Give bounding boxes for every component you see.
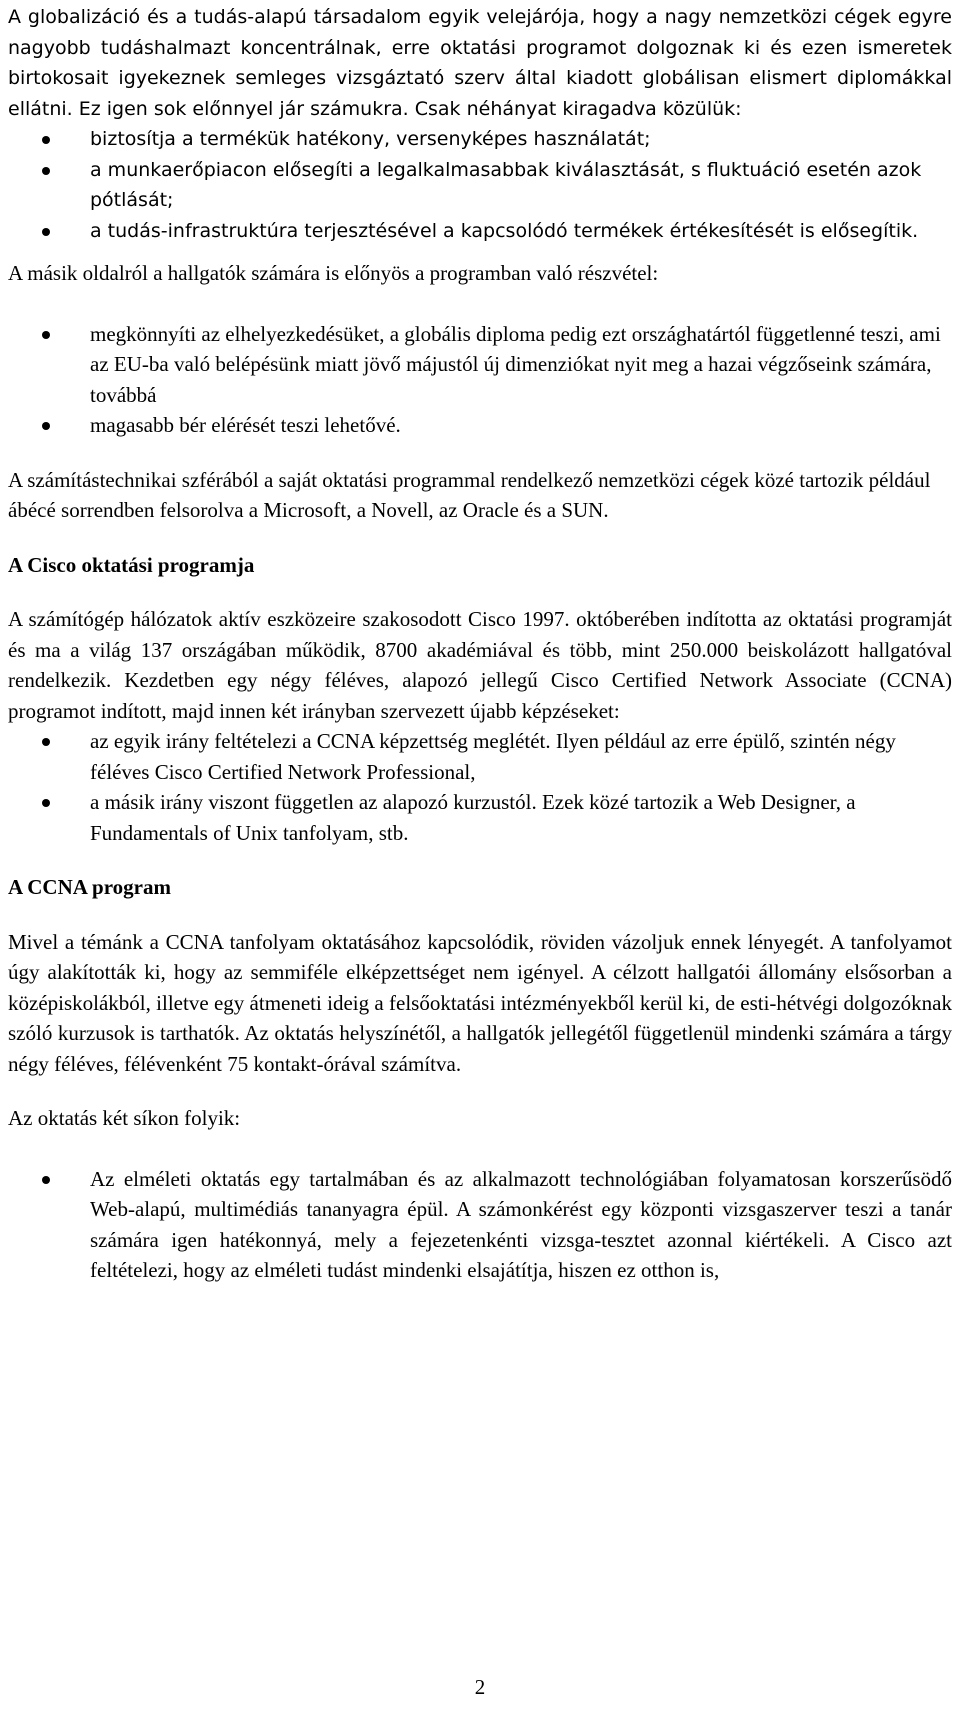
levels-list [8, 1164, 952, 1286]
list-item: Az elméleti oktatás egy tartalmában és az alkalmazott technológiában folyamatosan korszerűsödő Web-alapú, multimédiás tananyagra épül. A számonkérést egy központi vizsgaszerver teszi a tanár számára igen hatékonnyá, mely a fejezetenkénti vizsga-tesztet azonnal kiértékeli. A Cisco azt feltételezi, hogy az elméleti tudást mindenki elsajátítja, hiszen ez otthon is, [8, 1164, 952, 1286]
bullet-icon [42, 167, 50, 175]
intro-paragraph: A globalizáció és a tudás-alapú társadalom egyik velejárója, hogy a nagy nemzetközi cégek egyre nagyobb tudáshalmazt koncentrálnak, erre oktatási programot dolgoznak ki és ezen ismeretek birtokosait igyekeznek semleges vizsgáztató szerv által kiadott globálisan elismert diplomákkal ellátni. Ez igen sok előnnyel jár számukra. Csak néhányat kiragadva közülük: [8, 6, 952, 120]
document-page [8, 2, 952, 1286]
bullet-icon [42, 799, 50, 807]
page-number: 2 [474, 1675, 486, 1699]
list-item: a munkaerőpiacon elősegíti a legalkalmasabbak kiválasztását, s fluktuáció esetén azok pótlását; [8, 155, 952, 216]
student-benefits-list [8, 319, 952, 441]
list-item: biztosítja a termékük hatékony, versenyképes használatát; [8, 124, 952, 155]
levels-intro: Az oktatás két síkon folyik: [8, 1106, 241, 1130]
bullet-icon [42, 1176, 50, 1184]
bullet-icon [42, 422, 50, 430]
student-benefits-intro: A másik oldalról a hallgatók számára is előnyös a programban való részvétel: [8, 261, 659, 285]
list-item: magasabb bér elérését teszi lehetővé. [8, 410, 952, 441]
ccna-paragraph: Mivel a témánk a CCNA tanfolyam oktatásához kapcsolódik, röviden vázoljuk ennek lényegét. A tanfolyamot úgy alakították ki, hogy az semmiféle elképzettséget nem igényel. A célzott hallgatói állomány elsősorban a középiskolákból, illetve egy átmeneti ideig a felsőoktatási intézményekből kerül ki, de esti-hétvégi dolgozóknak szóló kurzusok is tarthatók. Az oktatás helyszínétől, a hallgatók jellegétől függetlenül mindenki számára a tárgy négy féléves, félévenként 75 kontakt-órával számítva. [8, 929, 952, 1076]
cisco-paragraph: A számítógép hálózatok aktív eszközeire szakosodott Cisco 1997. októberében indította az oktatási programját és ma a világ 137 országában működik, 8700 akadémiával és több, mint 250.000 beiskolázott hallgatóval rendelkezik. Kezdetben egy négy féléves, alapozó jellegű Cisco Certified Network Associate (CCNA) programot indított, majd innen két irányban szervezett újabb képzéseket: [8, 607, 952, 723]
bullet-icon [42, 136, 50, 144]
bullet-icon [42, 331, 50, 339]
ccna-heading: A CCNA program [8, 875, 171, 899]
companies-paragraph: A számítástechnikai szférából a saját oktatási programmal rendelkező nemzetközi cégek közé tartozik például ábécé sorrendben felsorolva a Microsoft, a Novell, az Oracle és a SUN. [8, 467, 931, 522]
cisco-directions-list [8, 726, 952, 848]
bullet-icon [42, 228, 50, 236]
list-item: az egyik irány feltételezi a CCNA képzettség meglétét. Ilyen például az erre épülő, szintén négy féléves Cisco Certified Network Professional, [8, 726, 952, 787]
company-benefits-list [8, 124, 952, 246]
list-item: megkönnyíti az elhelyezkedésüket, a globális diploma pedig ezt országhatártól függetlenné teszi, ami az EU-ba való belépésünk miatt jövő májustól új dimenziókat nyit meg a hazai végzőseink számára, továbbá [8, 319, 952, 411]
cisco-heading: A Cisco oktatási programja [8, 552, 255, 577]
list-item: a tudás-infrastruktúra terjesztésével a kapcsolódó termékek értékesítését is elősegítik. [8, 216, 952, 247]
list-item: a másik irány viszont független az alapozó kurzustól. Ezek közé tartozik a Web Designer, a Fundamentals of Unix tanfolyam, stb. [8, 787, 952, 848]
bullet-icon [42, 738, 50, 746]
